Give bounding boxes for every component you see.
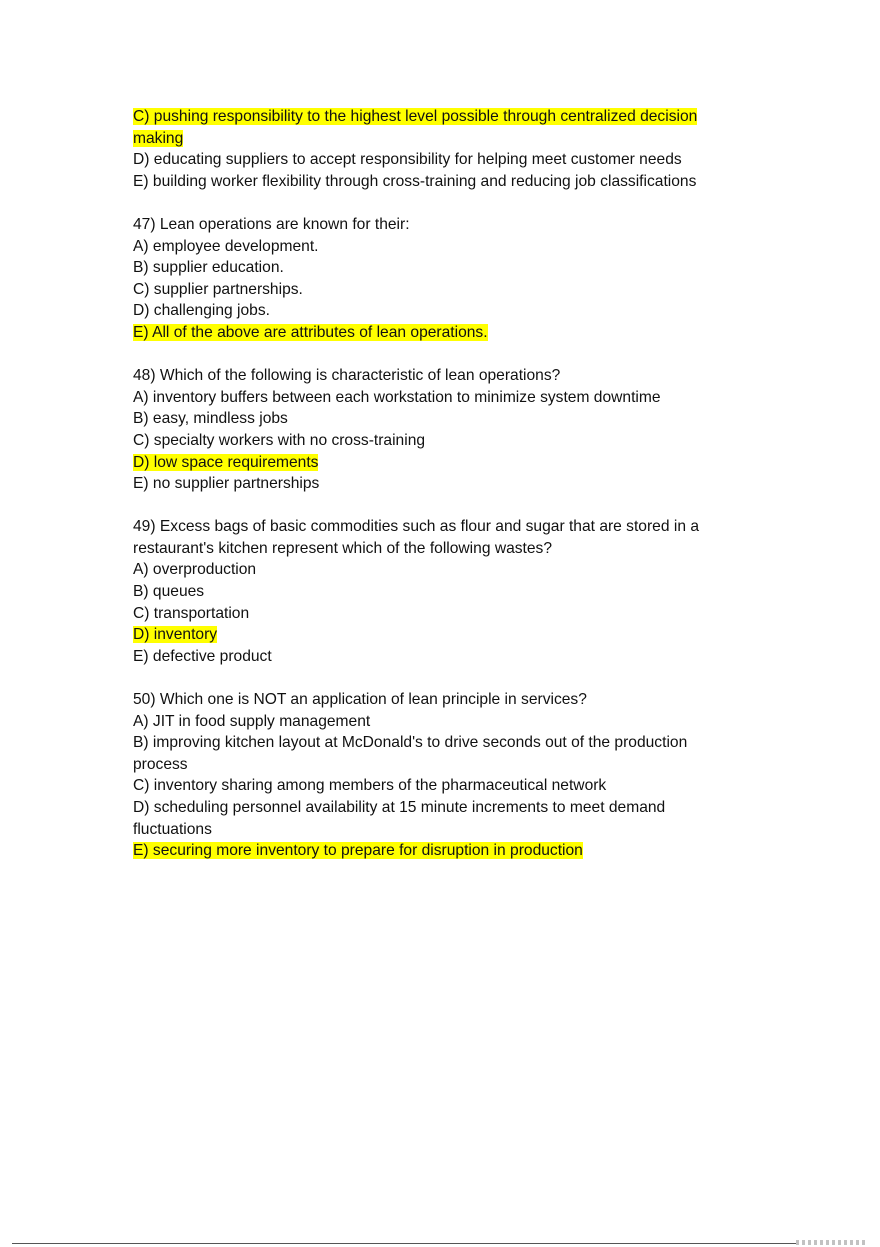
question-stem: 48) Which of the following is characteristic of lean operations?	[133, 367, 561, 385]
option-text: B) improving kitchen layout at McDonald's to drive seconds out of the production process	[133, 734, 688, 773]
option-line	[133, 797, 743, 840]
option-line	[133, 624, 743, 646]
option-text: E) building worker flexibility through cross-training and reducing job classifications	[133, 172, 697, 190]
option-text: A) inventory buffers between each workstation to minimize system downtime	[133, 388, 661, 406]
continued-question	[133, 106, 743, 192]
question-49	[133, 516, 743, 667]
option-text: E) securing more inventory to prepare for disruption in production	[133, 842, 583, 860]
question-stem: 47) Lean operations are known for their:	[133, 215, 410, 233]
document-page	[133, 106, 743, 883]
option-text: C) transportation	[133, 604, 250, 622]
option-line	[133, 603, 743, 625]
question-47	[133, 214, 743, 344]
option-line	[133, 581, 743, 603]
question-stem: 49) Excess bags of basic commodities such as flour and sugar that are stored in a restaurant's kitchen represent which of the following wastes?	[133, 518, 699, 557]
question-stem: 50) Which one is NOT an application of lean principle in services?	[133, 691, 587, 709]
option-text: E) no supplier partnerships	[133, 475, 320, 493]
option-line	[133, 387, 743, 409]
option-line	[133, 711, 743, 733]
option-line	[133, 473, 743, 495]
option-line	[133, 732, 743, 775]
option-text: D) educating suppliers to accept responsibility for helping meet customer needs	[133, 151, 682, 169]
option-line	[133, 322, 743, 344]
option-line	[133, 775, 743, 797]
option-line	[133, 279, 743, 301]
option-line	[133, 452, 743, 474]
option-text: D) low space requirements	[133, 453, 319, 471]
option-text: E) All of the above are attributes of lean operations.	[133, 323, 488, 341]
option-text: D) scheduling personnel availability at 15 minute increments to meet demand fluctuations	[133, 799, 666, 838]
option-text: A) JIT in food supply management	[133, 712, 371, 730]
option-line	[133, 171, 743, 193]
option-line	[133, 106, 743, 149]
option-text: B) queues	[133, 583, 205, 601]
option-text: D) challenging jobs.	[133, 302, 270, 320]
option-text: E) defective product	[133, 647, 272, 665]
option-text: A) overproduction	[133, 561, 257, 579]
option-text: D) inventory	[133, 626, 218, 644]
option-text: A) employee development.	[133, 237, 319, 255]
option-text: B) easy, mindless jobs	[133, 410, 288, 428]
option-line	[133, 257, 743, 279]
option-line	[133, 646, 743, 668]
option-line	[133, 149, 743, 171]
option-text: C) specialty workers with no cross-training	[133, 431, 426, 449]
option-line	[133, 840, 743, 862]
question-48	[133, 365, 743, 495]
page-footer-mark	[796, 1240, 868, 1245]
option-text: B) supplier education.	[133, 259, 284, 277]
option-text: C) inventory sharing among members of the pharmaceutical network	[133, 777, 607, 795]
option-line	[133, 408, 743, 430]
option-text: C) pushing responsibility to the highest level possible through centralized decision making	[133, 108, 698, 147]
option-line	[133, 559, 743, 581]
page-bottom-divider	[12, 1243, 796, 1244]
question-50	[133, 689, 743, 862]
option-text: C) supplier partnerships.	[133, 280, 303, 298]
option-line	[133, 236, 743, 258]
option-line	[133, 430, 743, 452]
option-line	[133, 300, 743, 322]
